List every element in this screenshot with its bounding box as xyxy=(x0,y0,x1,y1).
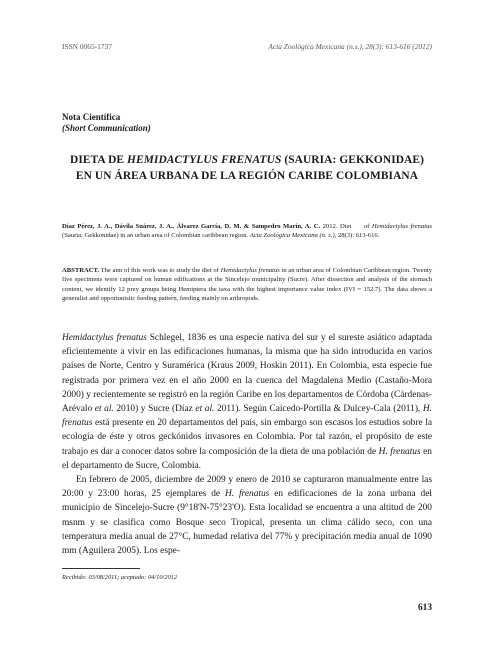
citation-line2b: (Sauria: Gekkonidae) in an urban area of Colombian caribbean region. xyxy=(62,232,249,240)
p1-species-3: H. frenatus xyxy=(378,446,421,457)
p2-species: H. frenatus xyxy=(224,489,270,500)
abstract-part1: The aim of this work was to study the diet of xyxy=(99,267,221,274)
p1-etal-1: et al. xyxy=(94,404,114,415)
body-paragraph-1 xyxy=(62,331,432,473)
section-label: Nota Científica xyxy=(62,112,121,122)
abstract-part2: in an urban area of Colombian Caribbean region. Twenty five specimens were captured on human edifications at the Sincelejo municipality (Sucre). After dissection and analysis of the stomach content, we identify 12 prey groups being Hemiptera the taxa with the highest importance value index (IVI = 152.7). The data shows a generalist and opportunistic feeding pattern, feeding mainly on arthropods. xyxy=(62,267,432,303)
p1-text-c: 2011). Según Caicedo-Portilla & Dulcey-Cala (2011), xyxy=(214,404,423,415)
title-prefix: DIETA DE xyxy=(70,154,128,166)
citation-year: 2012. Diet xyxy=(320,223,352,230)
footnote-rule xyxy=(62,568,140,569)
article-title xyxy=(62,153,432,184)
p1-text-a: Schlegel, 1836 es una especie nativa del sur y el sureste asiático adaptada eficientemente a vivir en las edificaciones humanas, la misma que ha sido introducida en varios países de Norte, Centro y Suramérica (Kraus 2009, Hoskin 2011). En Colombia, esta especie fue registrada por primera vez en el año 2000 en la cuenca del Magdalena Medio (Castaño-Mora 2000) y recientemente se registró en la región Caribe en los departamentos de Córdoba (Cárdenas-Arévalo xyxy=(62,333,432,415)
p2-text-a: En febrero de 2005, diciembre de 2009 y enero de 2010 se capturaron manualmente entre las 20:00 y 23:00 horas, 25 ejemplares de xyxy=(62,475,432,500)
section-heading xyxy=(62,112,151,134)
section-sublabel: (Short Communication) xyxy=(62,123,151,133)
p1-species-2: H. frenatus xyxy=(62,404,432,429)
received-footnote: Recibido: 03/08/2011; aceptado: 04/10/2012 xyxy=(62,574,178,581)
citation-pages: , 28(3): 613-616. xyxy=(334,232,380,240)
abstract-species: Hemidactylus frenatus xyxy=(220,267,280,274)
citation-authors: Díaz Pérez, J. A., Dávila Suárez, J. A., Álvarez García, D. M. & Sampedro Marín, A. C. xyxy=(62,223,321,230)
abstract-label: ABSTRACT. xyxy=(62,267,100,274)
title-species: HEMIDACTYLUS FRENATUS xyxy=(127,154,282,166)
p1-text-d: está presente en 20 departamentos del país, sin embargo son escasos los estudios sobre la ecología de éste y otros geckónidos invasores en Colombia. Por tal razón, el propósito de este trabajo es dar a conocer datos sobre la composición de la dieta de una población de xyxy=(62,418,432,457)
p1-text-e: en el departamento de Sucre, Colombia. xyxy=(62,446,432,471)
title-suffix: (SAURIA: GEKKONIDAE) EN UN ÁREA URBANA DE LA REGIÓN CARIBE COLOMBIANA xyxy=(75,154,424,182)
issn-header: ISSN 0065-1737 xyxy=(62,42,112,51)
citation-journal: Acta Zoológica Mexicana (n. s.) xyxy=(249,232,335,240)
p2-text-b: en edificaciones de la zona urbana del municipio de Sincelejo-Sucre (9°18'N-75°23'O). Esta localidad se encuentra a una altitud de 200 msnm y se clasifica como Bosque seco Tropical, presenta un clima cálido seco, con una temperatura media anual de 27°C, humedad relativa del 77% y precipitación media anual de 1090 mm (Aguilera 2005). Los espe- xyxy=(62,489,433,557)
abstract xyxy=(62,266,432,304)
article-body xyxy=(62,331,432,558)
page-number: 613 xyxy=(417,603,432,613)
citation xyxy=(62,222,432,241)
p1-etal-2: et al. xyxy=(195,404,215,415)
citation-line2a: of xyxy=(363,223,372,230)
p1-species: Hemidactylus frenatus xyxy=(62,333,147,343)
body-paragraph-2 xyxy=(62,473,432,558)
journal-header: Acta Zoológica Mexicana (n.s.), 28(3): 613-616 (2012) xyxy=(268,42,432,51)
p1-text-b: 2010) y Sucre (Díaz xyxy=(113,404,196,415)
citation-species: Hemidactylus frenatus xyxy=(371,223,432,230)
